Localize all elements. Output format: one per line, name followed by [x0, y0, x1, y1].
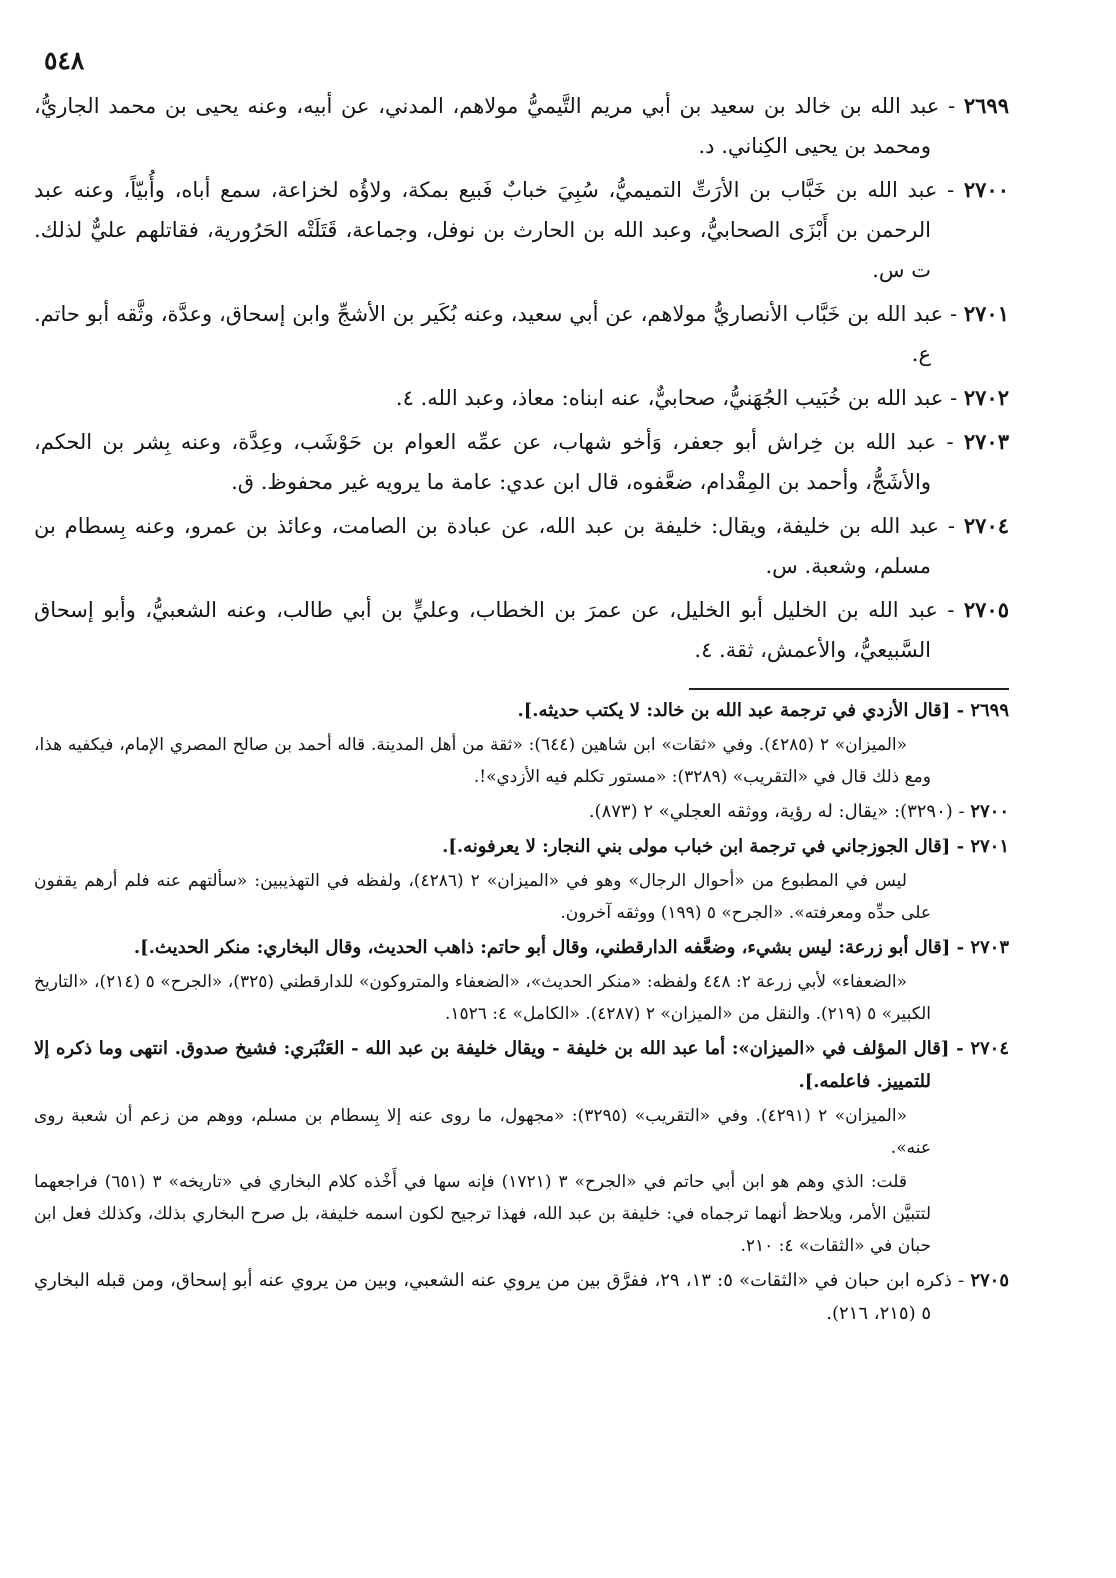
entry	[34, 422, 1009, 502]
footnote-separator: -	[950, 700, 971, 721]
entry-number: ٢٦٩٩	[963, 93, 1009, 118]
footnote-heading	[34, 1032, 1009, 1098]
entry-number: ٢٧٠٠	[963, 177, 1009, 202]
footnote-separator: -	[950, 937, 971, 958]
footnote-heading	[34, 830, 1009, 863]
entry-text: عبد الله بن خُبَيب الجُهَنيُّ، صحابيٌّ، عنه ابناه: معاذ، وعبد الله. ٤.	[395, 386, 944, 410]
entry	[34, 294, 1009, 374]
footnote-number: ٢٧٠٤	[970, 1038, 1009, 1059]
entries-list	[34, 86, 1009, 670]
entry-text: عبد الله بن خَبَّاب بن الأرَتِّ التميميُّ، سُبِيَ خبابٌ فَبيع بمكة، ولاؤُه لخزاعة، سمع أباه، وأُبيّاً، وعنه عبد الرحمن بن أَبْزَى الصحابيُّ، وعبد الله بن الحارث بن نوفل، وجماعة، قَتَلَتْه الحَرُورية، فقاتلهم عليٌّ لذلك. ت س.	[34, 178, 938, 282]
entry	[34, 378, 1009, 418]
footnote-number: ٢٧٠٥	[970, 1270, 1009, 1291]
footnote-number: ٢٧٠٠	[970, 801, 1009, 822]
page-number: ٥٤٨	[44, 46, 85, 75]
footnote-number: ٢٦٩٩	[970, 700, 1009, 721]
entry-separator: -	[937, 178, 964, 202]
footnote-number: ٢٧٠٣	[970, 937, 1009, 958]
footnote-divider	[689, 688, 1009, 690]
entry-text: عبد الله بن خِراش أبو جعفر، وَأخو شهاب، عن عمِّه العوام بن حَوْشَب، وعِدَّة، وعنه بِشر بن الحكم، والأشَجُّ، وأحمد بن المِقْدام، ضعَّفوه، قال ابن عدي: عامة ما يرويه غير محفوظ. ق.	[34, 430, 937, 494]
footnote-heading-text: ذكره ابن حبان في «الثقات» ٥: ١٣، ٢٩، ففرَّق بين من يروي عنه الشعبي، وبين من يروي عنه أبو إسحاق، ومن قبله البخاري ٥ (٢١٥، ٢١٦).	[34, 1270, 952, 1324]
entry	[34, 170, 1009, 290]
footnote-heading-text: (٣٢٩٠): «يقال: له رؤية، ووثقه العجلي» ٢ (٨٧٣).	[588, 801, 953, 822]
entry-separator: -	[939, 514, 964, 538]
entry-number: ٢٧٠٣	[963, 429, 1009, 454]
footnote-number: ٢٧٠١	[970, 836, 1009, 857]
entry-text: عبد الله بن الخليل أبو الخليل، عن عمرَ بن الخطاب، وعليٍّ بن أبي طالب، وعنه الشعبيُّ، وأبو إسحاق السَّبيعيُّ، والأعمش، ثقة. ٤.	[34, 598, 938, 662]
page	[34, 46, 1009, 1332]
footnote-heading	[34, 795, 1009, 828]
footnotes-list	[34, 694, 1009, 1330]
entry-separator: -	[939, 94, 964, 118]
entry-text: عبد الله بن خليفة، ويقال: خليفة بن عبد الله، عن عبادة بن الصامت، وعائذ بن عمرو، وعنه بِسطام بن مسلم، وشعبة. س.	[34, 514, 940, 578]
footnote-separator: -	[951, 1270, 971, 1291]
footnote-heading	[34, 694, 1009, 727]
entry	[34, 506, 1009, 586]
entry-text: عبد الله بن خَبَّاب الأنصاريُّ مولاهم، عن أبي سعيد، وعنه بُكَير بن الأشجِّ وابن إسحاق، وعدَّة، وثَّقه أبو حاتم. ع.	[34, 302, 944, 366]
entry-number: ٢٧٠٤	[963, 513, 1010, 538]
footnote-body: «الميزان» ٢ (٤٢٩١). وفي «التقريب» (٣٢٩٥): «مجهول، ما روى عنه إلا بِسطام بن مسلم، ووهم من زعم أن شعبة روى عنه».	[34, 1106, 931, 1158]
footnote-heading	[34, 931, 1009, 964]
footnote-body: ليس في المطبوع من «أحوال الرجال» وهو في «الميزان» ٢ (٤٢٨٦)، ولفظه في التهذيبين: «سألتهم عنه فلم أرهم يقفون على حدِّه ومعرفته». «الجرح» ٥ (١٩٩) ووثقه آخرون.	[34, 871, 931, 923]
entry-text: عبد الله بن خالد بن سعيد بن أبي مريم التَّيميُّ مولاهم، المدني، عن أبيه، وعنه يحيى بن محمد الجاريُّ، ومحمد بن يحيى الكِناني. د.	[34, 94, 940, 158]
entry-number: ٢٧٠٥	[963, 597, 1009, 622]
footnote-separator: -	[949, 1038, 971, 1059]
entry	[34, 590, 1009, 670]
entry-number: ٢٧٠١	[963, 301, 1009, 326]
footnote-heading-text: [قال المؤلف في «الميزان»: أما عبد الله بن خليفة - ويقال خليفة بن عبد الله - العَنْبَري: فشيخ صدوق. انتهى وما ذكره إلا للتمييز. فاعلمه.].	[34, 1038, 950, 1092]
footnote-heading-text: [قال الأزدي في ترجمة عبد الله بن خالد: لا يكتب حديثه.].	[517, 700, 951, 721]
entry	[34, 86, 1009, 166]
footnote-separator: -	[952, 801, 971, 822]
entry-separator: -	[937, 598, 964, 622]
entry-separator: -	[936, 430, 964, 454]
footnote-separator: -	[950, 836, 971, 857]
entry-number: ٢٧٠٢	[963, 385, 1009, 410]
footnote-heading-text: [قال الجوزجاني في ترجمة ابن خباب مولى بني النجار: لا يعرفونه.].	[442, 836, 951, 857]
footnote-heading-text: [قال أبو زرعة: ليس بشيء، وضعَّفه الدارقطني، وقال أبو حاتم: ذاهب الحديث، وقال البخاري: منكر الحديث.].	[133, 937, 951, 958]
footnote-body: قلت: الذي وهم هو ابن أبي حاتم في «الجرح» ٣ (١٧٢١) فإنه سها في أَخْذه كلام البخاري في «تاريخه» ٣ (٦٥١) فراجعهما لتتبيَّن الأمر، ويلاحظ أنهما ترجماه في: خليفة بن عبد الله، فهذا ترجيح لكون اسمه خليفة، بل صرح البخاري بذلك، وكذلك فعل ابن حبان في «الثقات» ٤: ٢١٠.	[34, 1172, 931, 1256]
footnote-body: «الضعفاء» لأبي زرعة ٢: ٤٤٨ ولفظه: «منكر الحديث»، «الضعفاء والمتروكون» للدارقطني (٣٢٥)، «الجرح» ٥ (٢١٤)، «التاريخ الكبير» ٥ (٢١٩). والنقل من «الميزان» ٢ (٤٢٨٧). «الكامل» ٤: ١٥٢٦.	[34, 972, 931, 1024]
footnote-body: «الميزان» ٢ (٤٢٨٥). وفي «ثقات» ابن شاهين (٦٤٤): «ثقة من أهل المدينة. قاله أحمد بن صالح المصري الإمام، فيكفيه هذا، ومع ذلك قال في «التقريب» (٣٢٨٩): «مستور تكلم فيه الأزدي»!.	[34, 735, 931, 787]
footnote-heading	[34, 1264, 1009, 1330]
entry-separator: -	[943, 302, 964, 326]
entry-separator: -	[943, 386, 964, 410]
